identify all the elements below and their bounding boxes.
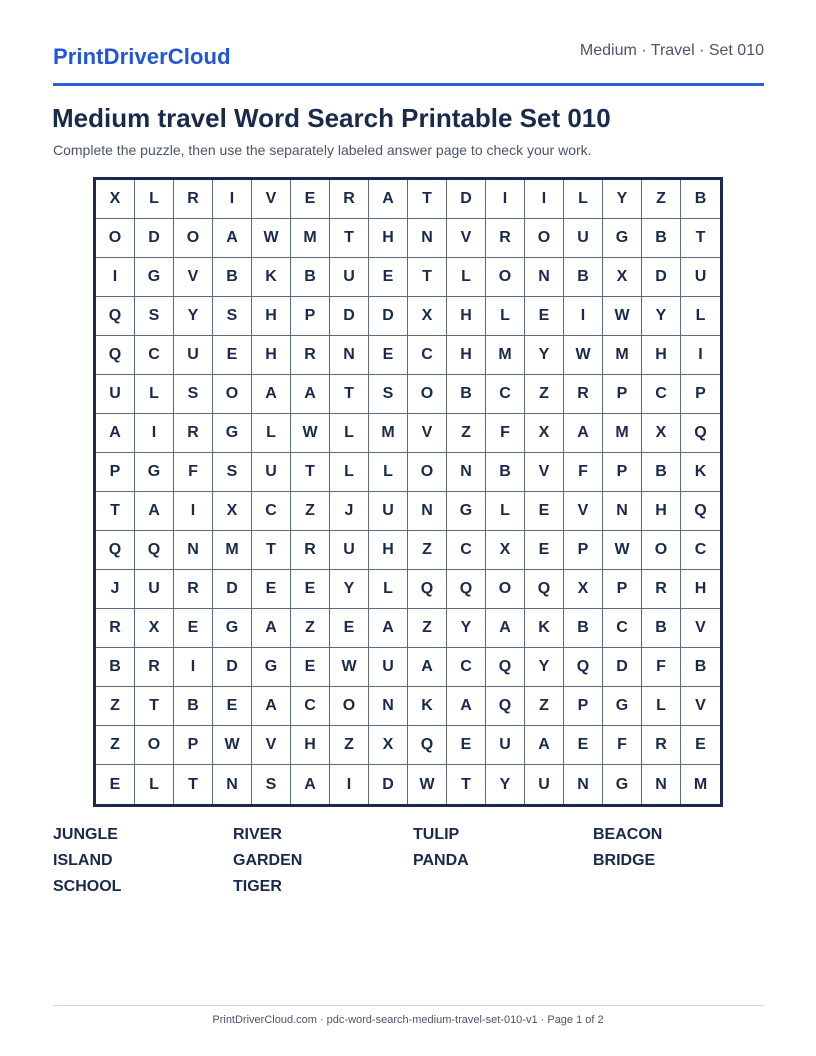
grid-cell: U	[486, 726, 525, 765]
grid-cell: C	[642, 375, 681, 414]
word-list-item: GARDEN	[233, 852, 303, 869]
grid-cell: L	[564, 180, 603, 219]
grid-cell: R	[174, 414, 213, 453]
grid-cell: O	[135, 726, 174, 765]
grid-cell: D	[603, 648, 642, 687]
grid-cell: H	[369, 531, 408, 570]
grid-cell: X	[525, 414, 564, 453]
grid-cell: Z	[96, 726, 135, 765]
grid-cell: O	[486, 570, 525, 609]
grid-cell: P	[603, 570, 642, 609]
word-list-item: BEACON	[593, 826, 663, 843]
grid-cell: P	[603, 375, 642, 414]
grid-cell: E	[291, 648, 330, 687]
grid-cell: G	[213, 609, 252, 648]
grid-cell: Q	[486, 687, 525, 726]
grid-cell: V	[681, 687, 720, 726]
word-list-item: ISLAND	[53, 852, 113, 869]
grid-cell: B	[486, 453, 525, 492]
grid-cell: E	[681, 726, 720, 765]
grid-cell: Z	[408, 531, 447, 570]
grid-cell: V	[252, 726, 291, 765]
grid-cell: Q	[525, 570, 564, 609]
grid-cell: S	[135, 297, 174, 336]
grid-cell: L	[330, 414, 369, 453]
grid-cell: N	[525, 258, 564, 297]
grid-cell: C	[603, 609, 642, 648]
grid-cell: I	[96, 258, 135, 297]
grid-cell: D	[330, 297, 369, 336]
grid-cell: H	[642, 336, 681, 375]
grid-cell: B	[642, 219, 681, 258]
grid-cell: L	[135, 375, 174, 414]
grid-cell: Z	[447, 414, 486, 453]
grid-cell: Q	[447, 570, 486, 609]
grid-cell: A	[252, 609, 291, 648]
grid-cell: K	[252, 258, 291, 297]
grid-cell: E	[291, 570, 330, 609]
grid-cell: T	[135, 687, 174, 726]
grid-cell: H	[642, 492, 681, 531]
grid-cell: E	[213, 336, 252, 375]
grid-cell: D	[213, 648, 252, 687]
grid-cell: Y	[330, 570, 369, 609]
grid-cell: L	[369, 570, 408, 609]
grid-cell: C	[486, 375, 525, 414]
grid-cell: D	[369, 765, 408, 804]
grid-cell: X	[213, 492, 252, 531]
grid-cell: L	[486, 297, 525, 336]
grid-cell: F	[174, 453, 213, 492]
grid-cell: B	[681, 180, 720, 219]
grid-cell: C	[447, 648, 486, 687]
grid-cell: I	[174, 648, 213, 687]
grid-cell: T	[252, 531, 291, 570]
grid-cell: E	[174, 609, 213, 648]
grid-cell: B	[564, 609, 603, 648]
grid-cell: C	[447, 531, 486, 570]
grid-cell: Z	[642, 180, 681, 219]
grid-cell: F	[486, 414, 525, 453]
grid-cell: Z	[525, 375, 564, 414]
grid-cell: B	[642, 609, 681, 648]
grid-cell: Z	[408, 609, 447, 648]
grid-cell: D	[447, 180, 486, 219]
grid-cell: T	[291, 453, 330, 492]
grid-cell: G	[603, 687, 642, 726]
grid-cell: P	[681, 375, 720, 414]
grid-cell: M	[693, 775, 708, 793]
grid-cell: P	[564, 531, 603, 570]
grid-cell: T	[174, 765, 213, 804]
grid-cell: M	[369, 414, 408, 453]
grid-cell: Q	[96, 531, 135, 570]
grid-cell: G	[447, 492, 486, 531]
grid-cell: O	[525, 219, 564, 258]
grid-cell: F	[564, 453, 603, 492]
grid-cell: E	[447, 726, 486, 765]
grid-cell: G	[135, 453, 174, 492]
grid-cell: B	[213, 258, 252, 297]
grid-cell: E	[96, 765, 135, 804]
grid-cell: P	[291, 297, 330, 336]
grid-cell: S	[213, 453, 252, 492]
grid-cell: Q	[564, 648, 603, 687]
grid-cell: T	[408, 180, 447, 219]
word-list-item: SCHOOL	[53, 878, 122, 895]
grid-cell: L	[135, 180, 174, 219]
grid-cell: U	[525, 765, 564, 804]
grid-cell: R	[564, 375, 603, 414]
grid-cell: A	[252, 375, 291, 414]
grid-cell: I	[486, 180, 525, 219]
grid-cell: D	[369, 297, 408, 336]
grid-cell: N	[213, 765, 252, 804]
grid-cell: O	[330, 687, 369, 726]
grid-cell: A	[135, 492, 174, 531]
grid-cell: Z	[525, 687, 564, 726]
grid-cell: X	[564, 570, 603, 609]
grid-cell: S	[369, 375, 408, 414]
grid-cell: X	[603, 258, 642, 297]
grid-cell: A	[291, 765, 330, 804]
grid-cell: A	[369, 609, 408, 648]
grid-cell: H	[447, 297, 486, 336]
grid-cell: L	[681, 297, 720, 336]
grid-cell: Y	[447, 609, 486, 648]
grid-cell: Q	[96, 336, 135, 375]
grid-cell: N	[642, 765, 681, 804]
grid-cell: X	[135, 609, 174, 648]
grid-cell: Y	[174, 297, 213, 336]
grid-cell: O	[213, 375, 252, 414]
grid-cell: R	[174, 180, 213, 219]
grid-cell: K	[681, 453, 720, 492]
grid-cell: R	[642, 726, 681, 765]
header-divider	[53, 83, 764, 86]
grid-cell: I	[681, 336, 720, 375]
grid-cell: L	[135, 765, 174, 804]
grid-cell: A	[213, 219, 252, 258]
grid-cell: H	[447, 336, 486, 375]
grid-cell: T	[330, 375, 369, 414]
grid-cell: E	[525, 297, 564, 336]
grid-cell: N	[369, 687, 408, 726]
grid-cell: G	[603, 219, 642, 258]
grid-cell: K	[408, 687, 447, 726]
grid-cell: U	[174, 336, 213, 375]
grid-cell: R	[291, 336, 330, 375]
grid-cell: H	[252, 336, 291, 375]
grid-cell: M	[213, 531, 252, 570]
grid-cell: L	[447, 258, 486, 297]
grid-cell: G	[603, 765, 642, 804]
grid-cell: R	[135, 648, 174, 687]
grid-cell: A	[96, 414, 135, 453]
grid-cell: E	[525, 492, 564, 531]
grid-cell: X	[369, 726, 408, 765]
grid-cell: X	[408, 297, 447, 336]
instructions: Complete the puzzle, then use the separately labeled answer page to check your work.	[53, 142, 592, 158]
grid-cell: R	[642, 570, 681, 609]
grid-cell: O	[174, 219, 213, 258]
grid-cell: H	[369, 219, 408, 258]
word-search-grid	[93, 177, 723, 807]
grid-cell: Z	[291, 492, 330, 531]
grid-cell: W	[408, 765, 447, 804]
grid-cell: B	[564, 258, 603, 297]
grid-cell: R	[291, 531, 330, 570]
word-list	[53, 826, 773, 904]
grid-cell: C	[681, 531, 720, 570]
grid-cell: O	[486, 258, 525, 297]
grid-cell: P	[174, 726, 213, 765]
page-footer: PrintDriverCloud.com · pdc-word-search-medium-travel-set-010-v1 · Page 1 of 2	[212, 1014, 604, 1026]
grid-cell: I	[525, 180, 564, 219]
grid-cell: J	[96, 570, 135, 609]
grid-cell: P	[564, 687, 603, 726]
grid-cell: A	[252, 687, 291, 726]
grid-cell: T	[408, 258, 447, 297]
grid-cell: W	[252, 219, 291, 258]
grid-cell: O	[96, 219, 135, 258]
grid-cell: C	[291, 687, 330, 726]
grid-cell: A	[525, 726, 564, 765]
brand-logo: PrintDriverCloud	[53, 44, 231, 69]
grid-cell: M	[603, 414, 642, 453]
grid-cell: T	[330, 219, 369, 258]
grid-cell: U	[369, 492, 408, 531]
grid-cell: N	[408, 219, 447, 258]
grid-cell: V	[681, 609, 720, 648]
grid-cell: T	[96, 492, 135, 531]
grid-cell: Q	[135, 531, 174, 570]
grid-cell: B	[291, 258, 330, 297]
grid-cell: A	[564, 414, 603, 453]
worksheet-meta: Medium · Travel · Set 010	[579, 42, 764, 59]
grid-cell: X	[642, 414, 681, 453]
grid-cell: E	[369, 258, 408, 297]
grid-cell: V	[525, 453, 564, 492]
grid-cell: S	[252, 765, 291, 804]
grid-cell: Z	[330, 726, 369, 765]
grid-cell: H	[681, 570, 720, 609]
grid-cell: B	[447, 375, 486, 414]
grid-cell: G	[213, 414, 252, 453]
grid-cell: Q	[486, 648, 525, 687]
grid-cell: V	[252, 180, 291, 219]
grid-cell: U	[369, 648, 408, 687]
grid-cell: I	[564, 297, 603, 336]
word-list-item: TULIP	[413, 826, 460, 843]
grid-cell: N	[174, 531, 213, 570]
grid-cell: U	[564, 219, 603, 258]
grid-cell: W	[213, 726, 252, 765]
grid-cell: R	[174, 570, 213, 609]
grid-cell: A	[486, 609, 525, 648]
grid-cell: Q	[681, 492, 720, 531]
grid-cell: I	[213, 180, 252, 219]
grid-cell: T	[447, 765, 486, 804]
grid-cell: C	[408, 336, 447, 375]
grid-cell: U	[330, 258, 369, 297]
word-list-item: RIVER	[233, 826, 282, 843]
grid-cell: A	[369, 180, 408, 219]
grid-cell: H	[291, 726, 330, 765]
grid-cell: Q	[408, 570, 447, 609]
grid-cell: F	[603, 726, 642, 765]
grid-cell: L	[330, 453, 369, 492]
grid-cell: E	[213, 687, 252, 726]
grid-cell: L	[252, 414, 291, 453]
grid-cell: T	[681, 219, 720, 258]
grid-cell: D	[642, 258, 681, 297]
grid-cell: Q	[681, 414, 720, 453]
grid-cell: U	[252, 453, 291, 492]
grid-cell: Y	[603, 180, 642, 219]
grid-cell: W	[330, 648, 369, 687]
grid-cell: E	[564, 726, 603, 765]
grid-cell: M	[291, 219, 330, 258]
grid-cell: I	[174, 492, 213, 531]
grid-cell: E	[525, 531, 564, 570]
grid-cell: N	[564, 765, 603, 804]
grid-cell: L	[642, 687, 681, 726]
grid-cell: R	[486, 219, 525, 258]
grid-cell: V	[408, 414, 447, 453]
grid-cell: Q	[408, 726, 447, 765]
grid-cell: Y	[525, 648, 564, 687]
grid-cell: R	[330, 180, 369, 219]
grid-cell: Z	[96, 687, 135, 726]
grid-cell: B	[96, 648, 135, 687]
grid-cell: N	[408, 492, 447, 531]
grid-cell: G	[135, 258, 174, 297]
grid-cell: G	[252, 648, 291, 687]
grid-cell: L	[486, 492, 525, 531]
grid-cell: M	[603, 336, 642, 375]
grid-cell: B	[174, 687, 213, 726]
grid-cell: Q	[96, 297, 135, 336]
grid-cell: M	[486, 336, 525, 375]
grid-cell: N	[603, 492, 642, 531]
grid-cell: P	[96, 453, 135, 492]
grid-cell: C	[135, 336, 174, 375]
grid-cell: Y	[486, 765, 525, 804]
footer-divider	[53, 1005, 764, 1006]
grid-cell: E	[330, 609, 369, 648]
grid-cell: I	[135, 414, 174, 453]
grid-cell: I	[330, 765, 369, 804]
grid-cell: N	[447, 453, 486, 492]
grid-cell: Z	[291, 609, 330, 648]
grid-cell: X	[96, 180, 135, 219]
grid-cell: V	[447, 219, 486, 258]
grid-cell: A	[291, 375, 330, 414]
grid-cell: H	[252, 297, 291, 336]
grid-cell: O	[408, 453, 447, 492]
grid-cell: O	[408, 375, 447, 414]
grid-cell: O	[642, 531, 681, 570]
grid-cell: U	[135, 570, 174, 609]
grid-cell: X	[486, 531, 525, 570]
grid-cell: B	[681, 648, 720, 687]
word-list-item: BRIDGE	[593, 852, 656, 869]
word-list-item: JUNGLE	[53, 826, 118, 843]
grid-cell: W	[564, 336, 603, 375]
grid-cell: W	[603, 531, 642, 570]
grid-cell: E	[369, 336, 408, 375]
grid-cell: Y	[525, 336, 564, 375]
grid-cell: E	[252, 570, 291, 609]
grid-cell: S	[174, 375, 213, 414]
grid-cell: B	[642, 453, 681, 492]
word-list-item: TIGER	[233, 878, 282, 895]
grid-cell: D	[135, 219, 174, 258]
grid-cell: W	[291, 414, 330, 453]
grid-cell: S	[213, 297, 252, 336]
grid-cell: N	[330, 336, 369, 375]
grid-cell: P	[603, 453, 642, 492]
grid-cell: V	[564, 492, 603, 531]
grid-cell: U	[681, 258, 720, 297]
grid-cell: W	[603, 297, 642, 336]
grid-cell: E	[291, 180, 330, 219]
word-list-item: PANDA	[413, 852, 469, 869]
grid-cell: V	[174, 258, 213, 297]
page-title: Medium travel Word Search Printable Set 010	[52, 103, 611, 133]
grid-cell: D	[213, 570, 252, 609]
grid-cell: U	[96, 375, 135, 414]
grid-cell: U	[330, 531, 369, 570]
grid-cell: K	[525, 609, 564, 648]
grid-cell: C	[252, 492, 291, 531]
grid-cell: A	[447, 687, 486, 726]
grid-cell: R	[96, 609, 135, 648]
grid-cell: F	[642, 648, 681, 687]
grid-cell: J	[330, 492, 369, 531]
grid-cell: A	[408, 648, 447, 687]
grid-cell: Y	[642, 297, 681, 336]
grid-cell: L	[369, 453, 408, 492]
